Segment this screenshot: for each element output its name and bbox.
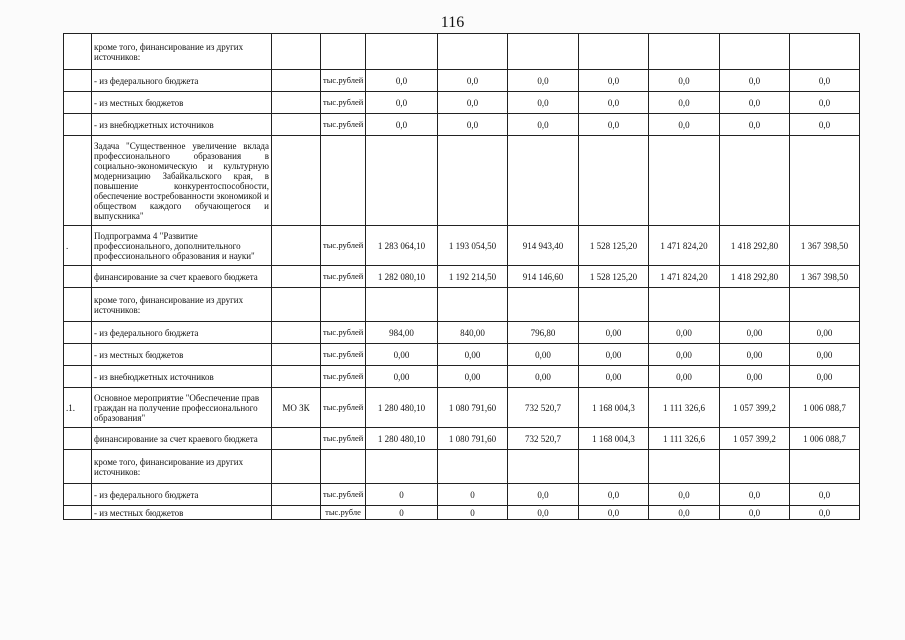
financing-table (63, 33, 860, 520)
row-number-cell (64, 322, 92, 344)
value-cell (720, 34, 790, 70)
value-cell: 1 057 399,2 (720, 388, 790, 428)
row-name-cell: - из федерального бюджета (92, 70, 272, 92)
row-name-cell: финансирование за счет краевого бюджета (92, 266, 272, 288)
value-cell: 732 520,7 (508, 388, 579, 428)
row-number-cell (64, 136, 92, 226)
row-number-cell: . (64, 226, 92, 266)
value-cell: 0,0 (508, 70, 579, 92)
executor-cell (272, 136, 321, 226)
value-cell: 0,0 (649, 70, 720, 92)
value-cell (366, 34, 438, 70)
row-number-cell (64, 92, 92, 114)
table-row (64, 114, 860, 136)
executor-cell (272, 506, 321, 520)
value-cell: 1 367 398,50 (790, 226, 860, 266)
executor-cell (272, 428, 321, 450)
value-cell: 0,0 (366, 70, 438, 92)
row-name-cell: - из внебюджетных источников (92, 366, 272, 388)
value-cell: 0,0 (438, 114, 508, 136)
value-cell: 0,0 (790, 506, 860, 520)
row-number-cell (64, 288, 92, 322)
value-cell (366, 136, 438, 226)
unit-cell: тыс.рублей (321, 226, 366, 266)
table-row (64, 266, 860, 288)
unit-cell (321, 450, 366, 484)
table-row (64, 288, 860, 322)
value-cell: 0,0 (649, 484, 720, 506)
value-cell: 1 168 004,3 (579, 388, 649, 428)
value-cell: 0,0 (508, 114, 579, 136)
value-cell: 840,00 (438, 322, 508, 344)
value-cell: 0,0 (790, 484, 860, 506)
table-row (64, 366, 860, 388)
table-row (64, 322, 860, 344)
value-cell: 0,0 (790, 92, 860, 114)
unit-cell: тыс.рублей (321, 344, 366, 366)
row-name-cell: Основное мероприятие "Обеспечение прав граждан на получение профессионального образования" (92, 388, 272, 428)
table-row (64, 70, 860, 92)
value-cell: 1 283 064,10 (366, 226, 438, 266)
value-cell (790, 450, 860, 484)
value-cell (579, 288, 649, 322)
unit-cell: тыс.рубле (321, 506, 366, 520)
value-cell (649, 136, 720, 226)
row-name-cell: Подпрограмма 4 "Развитие профессионального, дополнительного профессионального образования и науки" (92, 226, 272, 266)
row-number-cell (64, 428, 92, 450)
value-cell: 0,00 (649, 322, 720, 344)
value-cell (508, 288, 579, 322)
table-row (64, 506, 860, 520)
value-cell: 0,0 (579, 92, 649, 114)
table-row (64, 450, 860, 484)
value-cell: 0,0 (720, 114, 790, 136)
value-cell: 732 520,7 (508, 428, 579, 450)
executor-cell (272, 344, 321, 366)
row-number-cell (64, 344, 92, 366)
value-cell: 1 471 824,20 (649, 266, 720, 288)
value-cell (720, 136, 790, 226)
value-cell (366, 288, 438, 322)
value-cell: 0,0 (508, 484, 579, 506)
value-cell: 796,80 (508, 322, 579, 344)
executor-cell (272, 288, 321, 322)
value-cell: 1 280 480,10 (366, 428, 438, 450)
value-cell: 0,00 (366, 344, 438, 366)
table-row (64, 484, 860, 506)
table-row (64, 92, 860, 114)
value-cell: 984,00 (366, 322, 438, 344)
row-number-cell (64, 70, 92, 92)
value-cell: 1 080 791,60 (438, 388, 508, 428)
row-number-cell (64, 484, 92, 506)
value-cell: 0,0 (720, 92, 790, 114)
value-cell: 0,00 (649, 366, 720, 388)
value-cell: 0,0 (579, 70, 649, 92)
value-cell: 1 193 054,50 (438, 226, 508, 266)
row-number-cell (64, 266, 92, 288)
unit-cell: тыс.рублей (321, 70, 366, 92)
value-cell: 0,00 (579, 366, 649, 388)
row-name-cell: - из местных бюджетов (92, 506, 272, 520)
value-cell: 1 006 088,7 (790, 428, 860, 450)
unit-cell: тыс.рублей (321, 428, 366, 450)
row-number-cell (64, 366, 92, 388)
table-row (64, 388, 860, 428)
executor-cell (272, 114, 321, 136)
unit-cell: тыс.рублей (321, 266, 366, 288)
row-number-cell (64, 450, 92, 484)
value-cell: 0,0 (366, 92, 438, 114)
row-name-cell: Задача "Существенное увеличение вклада профессионального образования в социально-экономическую и культурную модернизацию Забайкальского края, в повышение конкурентоспособности, обеспечение востребованности экономикой и обществом каждого обучающегося и выпускника" (92, 136, 272, 226)
value-cell (508, 450, 579, 484)
value-cell: 1 006 088,7 (790, 388, 860, 428)
value-cell: 0,00 (438, 344, 508, 366)
value-cell (790, 288, 860, 322)
row-name-cell: - из внебюджетных источников (92, 114, 272, 136)
value-cell: 914 943,40 (508, 226, 579, 266)
value-cell: 0,00 (720, 322, 790, 344)
value-cell: 1 528 125,20 (579, 226, 649, 266)
value-cell (438, 450, 508, 484)
value-cell: 1 280 480,10 (366, 388, 438, 428)
row-name-cell: - из федерального бюджета (92, 484, 272, 506)
value-cell (790, 136, 860, 226)
row-number-cell (64, 506, 92, 520)
row-number-cell: .1. (64, 388, 92, 428)
executor-cell (272, 266, 321, 288)
executor-cell (272, 450, 321, 484)
executor-cell (272, 92, 321, 114)
value-cell: 0 (438, 484, 508, 506)
row-number-cell (64, 34, 92, 70)
executor-cell (272, 34, 321, 70)
unit-cell: тыс.рублей (321, 388, 366, 428)
value-cell: 0,0 (790, 70, 860, 92)
value-cell: 0,00 (579, 322, 649, 344)
unit-cell: тыс.рублей (321, 322, 366, 344)
value-cell: 0,0 (579, 506, 649, 520)
value-cell (438, 288, 508, 322)
table-row (64, 226, 860, 266)
value-cell: 1 192 214,50 (438, 266, 508, 288)
row-name-cell: финансирование за счет краевого бюджета (92, 428, 272, 450)
table-row (64, 428, 860, 450)
value-cell: 0,00 (438, 366, 508, 388)
value-cell: 1 057 399,2 (720, 428, 790, 450)
value-cell (649, 34, 720, 70)
row-name-cell: кроме того, финансирование из других источников: (92, 450, 272, 484)
value-cell: 0,0 (438, 70, 508, 92)
value-cell: 914 146,60 (508, 266, 579, 288)
value-cell: 1 418 292,80 (720, 226, 790, 266)
value-cell (508, 34, 579, 70)
value-cell: 0,0 (720, 506, 790, 520)
value-cell (579, 34, 649, 70)
value-cell (438, 136, 508, 226)
value-cell: 0 (366, 506, 438, 520)
value-cell: 0,00 (579, 344, 649, 366)
value-cell: 0,0 (508, 92, 579, 114)
row-name-cell: кроме того, финансирование из других источников: (92, 34, 272, 70)
executor-cell: МО ЗК (272, 388, 321, 428)
value-cell: 0,00 (790, 366, 860, 388)
value-cell: 0,00 (508, 366, 579, 388)
value-cell: 0,0 (579, 484, 649, 506)
value-cell: 0,0 (790, 114, 860, 136)
unit-cell (321, 136, 366, 226)
row-name-cell: - из федерального бюджета (92, 322, 272, 344)
value-cell: 0,0 (649, 114, 720, 136)
value-cell: 0,00 (508, 344, 579, 366)
row-name-cell: кроме того, финансирование из других источников: (92, 288, 272, 322)
value-cell: 0,00 (790, 322, 860, 344)
table-row (64, 344, 860, 366)
value-cell: 0,0 (438, 92, 508, 114)
value-cell: 0 (366, 484, 438, 506)
value-cell: 0,0 (366, 114, 438, 136)
table-row (64, 136, 860, 226)
value-cell (438, 34, 508, 70)
executor-cell (272, 366, 321, 388)
row-name-cell: - из местных бюджетов (92, 344, 272, 366)
value-cell: 1 418 292,80 (720, 266, 790, 288)
value-cell (579, 136, 649, 226)
value-cell: 1 367 398,50 (790, 266, 860, 288)
value-cell (790, 34, 860, 70)
value-cell: 0,0 (720, 484, 790, 506)
value-cell: 1 168 004,3 (579, 428, 649, 450)
value-cell: 1 080 791,60 (438, 428, 508, 450)
value-cell: 1 282 080,10 (366, 266, 438, 288)
value-cell: 0,00 (720, 366, 790, 388)
value-cell (508, 136, 579, 226)
value-cell: 0,0 (649, 506, 720, 520)
value-cell: 0,0 (649, 92, 720, 114)
value-cell: 0,00 (649, 344, 720, 366)
value-cell (649, 450, 720, 484)
value-cell: 0,00 (790, 344, 860, 366)
value-cell: 0,00 (366, 366, 438, 388)
value-cell (649, 288, 720, 322)
unit-cell (321, 34, 366, 70)
unit-cell: тыс.рублей (321, 484, 366, 506)
table-row (64, 34, 860, 70)
unit-cell: тыс.рублей (321, 92, 366, 114)
value-cell: 1 528 125,20 (579, 266, 649, 288)
unit-cell: тыс.рублей (321, 366, 366, 388)
value-cell: 0,0 (508, 506, 579, 520)
value-cell: 0,00 (720, 344, 790, 366)
value-cell: 1 111 326,6 (649, 388, 720, 428)
executor-cell (272, 70, 321, 92)
page-number: 116 (440, 14, 465, 31)
value-cell (366, 450, 438, 484)
value-cell: 1 471 824,20 (649, 226, 720, 266)
executor-cell (272, 226, 321, 266)
value-cell: 0,0 (720, 70, 790, 92)
executor-cell (272, 484, 321, 506)
value-cell: 0 (438, 506, 508, 520)
row-name-cell: - из местных бюджетов (92, 92, 272, 114)
executor-cell (272, 322, 321, 344)
value-cell (579, 450, 649, 484)
value-cell: 1 111 326,6 (649, 428, 720, 450)
value-cell (720, 288, 790, 322)
table-body (64, 34, 860, 520)
value-cell: 0,0 (579, 114, 649, 136)
row-number-cell (64, 114, 92, 136)
value-cell (720, 450, 790, 484)
unit-cell (321, 288, 366, 322)
unit-cell: тыс.рублей (321, 114, 366, 136)
